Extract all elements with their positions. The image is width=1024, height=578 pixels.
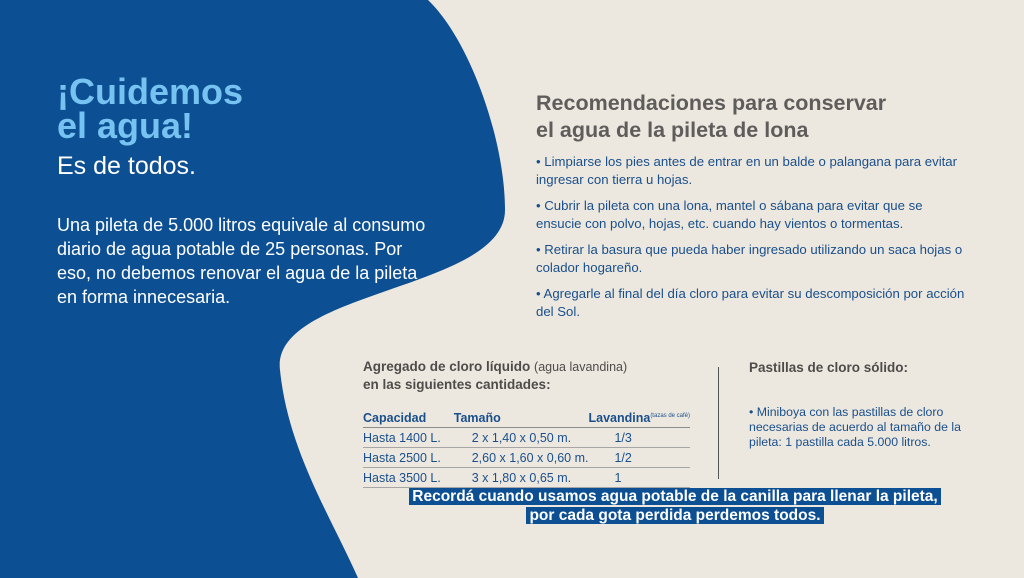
table-row [363,448,690,468]
recommendation-item: • Limpiarse los pies antes de entrar en un balde o palangana para evitar ingresar con tierra u hojas. [536,154,958,187]
recommendations-title-line-2: el agua de la pileta de lona [536,118,809,142]
subheadline: Es de todos. [57,152,196,180]
tablets-title: Pastillas de cloro sólido: [749,360,909,375]
recommendations-title [536,90,996,144]
table-cell-lavandina: 1 [588,468,690,488]
table-cell-tamano: 3 x 1,80 x 0,65 m. [454,468,589,488]
recommendations-title-line-1: Recomendaciones para conservar [536,91,887,115]
chlorine-table-title-line-2: en las siguientes cantidades: [363,377,551,392]
vertical-divider [718,367,719,479]
recommendation-item: • Retirar la basura que pueda haber ingresado utilizando un saca hojas o colador hogareño. [536,242,963,275]
footer-line-1: Recordá cuando usamos agua potable de la canilla para llenar la pileta, [409,488,940,505]
table-cell-capacidad: Hasta 3500 L. [363,468,454,488]
headline-line-1: ¡Cuidemos [57,71,244,112]
chlorine-table-title [363,358,693,393]
table-cell-tamano: 2 x 1,40 x 0,50 m. [454,428,589,448]
column-header-tamano: Tamaño [454,409,589,428]
table-cell-lavandina: 1/2 [588,448,690,468]
chlorine-tablets-section [749,360,989,450]
footer-line-2: por cada gota perdida perdemos todos. [526,507,823,524]
intro-text: Una pileta de 5.000 litros equivale al consumo diario de agua potable de 25 personas. Por eso, no debemos renovar el agua de la pileta en forma innecesaria. [57,215,426,307]
chlorine-table-title-note: (agua lavandina) [534,360,628,374]
chlorine-table [363,409,690,488]
footer-message [330,487,1020,525]
table-header-row [363,409,690,428]
tablets-text: • Miniboya con las pastillas de cloro necesarias de acuerdo al tamaño de la pileta: 1 pastilla cada 5.000 litros. [749,405,961,449]
column-header-lavandina-label: Lavandina [588,411,651,425]
headline-line-2: el agua! [57,105,194,146]
recommendation-item: • Cubrir la pileta con una lona, mantel o sábana para evitar que se ensucie con polvo, hojas, etc. cuando hay vientos o tormentas. [536,198,923,231]
table-cell-capacidad: Hasta 2500 L. [363,448,454,468]
table-cell-tamano: 2,60 x 1,60 x 0,60 m. [454,448,589,468]
table-row [363,468,690,488]
column-header-capacidad: Capacidad [363,409,454,428]
table-cell-lavandina: 1/3 [588,428,690,448]
table-cell-capacidad: Hasta 1400 L. [363,428,454,448]
table-row [363,428,690,448]
lavandina-unit-note: (tazas de café) [650,412,690,419]
recommendations-list [536,153,966,329]
headline [57,71,437,146]
recommendation-item: • Agregarle al final del día cloro para evitar su descomposición por acción del Sol. [536,286,965,319]
column-header-lavandina [588,409,690,428]
left-panel [57,71,437,309]
chlorine-liquid-section [363,358,693,488]
chlorine-table-title-bold: Agregado de cloro líquido [363,359,531,374]
